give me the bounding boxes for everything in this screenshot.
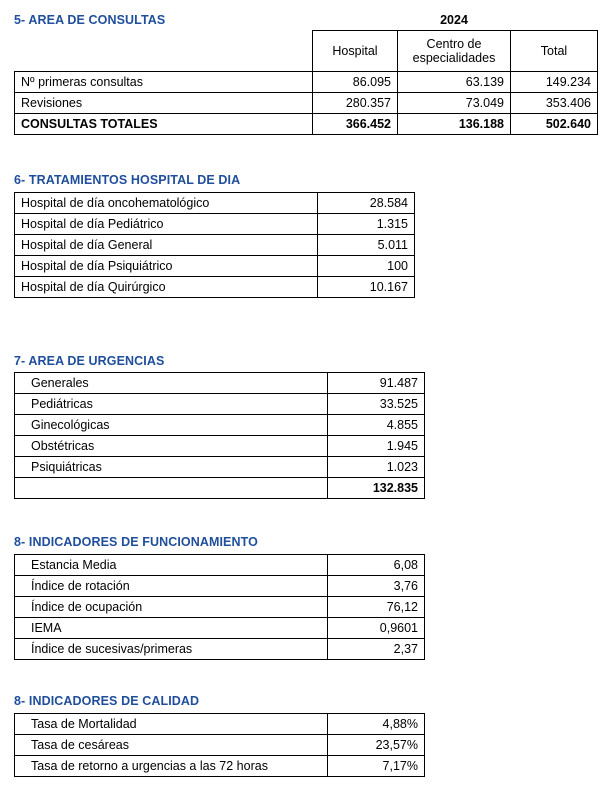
urgencias-label: Psiquiátricas: [15, 457, 328, 478]
consultas-col-hospital: Hospital: [313, 31, 398, 72]
urgencias-total-row: [15, 478, 425, 499]
table-row: [15, 277, 415, 298]
table-row: [15, 256, 415, 277]
funcionamiento-value: 6,08: [328, 555, 425, 576]
table-row: [15, 618, 425, 639]
funcionamiento-value: 3,76: [328, 576, 425, 597]
table-row: [15, 735, 425, 756]
hospital-dia-value: 100: [318, 256, 415, 277]
funcionamiento-value: 0,9601: [328, 618, 425, 639]
table-row: [15, 639, 425, 660]
table-row: [15, 72, 598, 93]
consultas-year-spacer: [313, 10, 398, 31]
section-hospital-dia-title: 6- TRATAMIENTOS HOSPITAL DE DIA: [14, 173, 241, 187]
funcionamiento-value: 76,12: [328, 597, 425, 618]
consultas-total-label: CONSULTAS TOTALES: [15, 114, 313, 135]
consultas-col-centro: Centro de especialidades: [398, 31, 511, 72]
table-row: [15, 555, 425, 576]
table-row: [15, 714, 425, 735]
consultas-header-row: [15, 31, 598, 72]
funcionamiento-label: IEMA: [15, 618, 328, 639]
funcionamiento-label: Índice de ocupación: [15, 597, 328, 618]
consultas-total-centro: 136.188: [398, 114, 511, 135]
table-row: [15, 457, 425, 478]
consultas-row-label: Revisiones: [15, 93, 313, 114]
funcionamiento-label: Índice de rotación: [15, 576, 328, 597]
table-row: [15, 756, 425, 777]
hospital-dia-value: 5.011: [318, 235, 415, 256]
calidad-value: 4,88%: [328, 714, 425, 735]
section-consultas: [14, 10, 597, 135]
urgencias-label: Generales: [15, 373, 328, 394]
consultas-row-hospital: 86.095: [313, 72, 398, 93]
urgencias-total-label: [15, 478, 328, 499]
table-row: [15, 373, 425, 394]
consultas-total-hospital: 366.452: [313, 114, 398, 135]
consultas-year-spacer-2: [511, 10, 598, 31]
table-row: [15, 235, 415, 256]
table-row: [15, 114, 598, 135]
urgencias-value: 91.487: [328, 373, 425, 394]
consultas-table: [14, 10, 598, 135]
consultas-row-total: 149.234: [511, 72, 598, 93]
urgencias-value: 33.525: [328, 394, 425, 415]
hospital-dia-table: [14, 192, 415, 298]
hospital-dia-value: 1.315: [318, 214, 415, 235]
table-row: [15, 576, 425, 597]
consultas-header-corner: [15, 31, 313, 72]
urgencias-label: Ginecológicas: [15, 415, 328, 436]
consultas-row-centro: 63.139: [398, 72, 511, 93]
table-row: [15, 415, 425, 436]
urgencias-table: [14, 372, 425, 499]
consultas-row-hospital: 280.357: [313, 93, 398, 114]
calidad-label: Tasa de cesáreas: [15, 735, 328, 756]
table-row: [15, 93, 598, 114]
consultas-row-centro: 73.049: [398, 93, 511, 114]
calidad-value: 7,17%: [328, 756, 425, 777]
table-row: [15, 597, 425, 618]
hospital-dia-label: Hospital de día Psiquiátrico: [15, 256, 318, 277]
section-urgencias-title: 7- AREA DE URGENCIAS: [14, 354, 165, 368]
hospital-dia-label: Hospital de día oncohematológico: [15, 193, 318, 214]
hospital-dia-value: 28.584: [318, 193, 415, 214]
urgencias-label: Pediátricas: [15, 394, 328, 415]
funcionamiento-value: 2,37: [328, 639, 425, 660]
urgencias-value: 1.023: [328, 457, 425, 478]
table-row: [15, 214, 415, 235]
consultas-col-total: Total: [511, 31, 598, 72]
calidad-label: Tasa de retorno a urgencias a las 72 horas: [15, 756, 328, 777]
consultas-row-total: 353.406: [511, 93, 598, 114]
hospital-dia-label: Hospital de día Pediátrico: [15, 214, 318, 235]
calidad-label: Tasa de Mortalidad: [15, 714, 328, 735]
hospital-dia-label: Hospital de día General: [15, 235, 318, 256]
urgencias-value: 4.855: [328, 415, 425, 436]
funcionamiento-label: Estancia Media: [15, 555, 328, 576]
calidad-table: [14, 713, 425, 777]
funcionamiento-table: [14, 554, 425, 660]
urgencias-value: 1.945: [328, 436, 425, 457]
funcionamiento-label: Índice de sucesivas/primeras: [15, 639, 328, 660]
calidad-value: 23,57%: [328, 735, 425, 756]
table-row: [15, 394, 425, 415]
table-row: [15, 436, 425, 457]
hospital-dia-value: 10.167: [318, 277, 415, 298]
section-funcionamiento-title: 8- INDICADORES DE FUNCIONAMIENTO: [14, 535, 258, 549]
section-consultas-title: 5- AREA DE CONSULTAS: [14, 13, 166, 27]
table-row: [15, 193, 415, 214]
urgencias-total-value: 132.835: [328, 478, 425, 499]
urgencias-label: Obstétricas: [15, 436, 328, 457]
section-calidad-title: 8- INDICADORES DE CALIDAD: [14, 694, 200, 708]
consultas-year: 2024: [398, 10, 511, 31]
consultas-row-label: Nº primeras consultas: [15, 72, 313, 93]
consultas-total-total: 502.640: [511, 114, 598, 135]
hospital-dia-label: Hospital de día Quirúrgico: [15, 277, 318, 298]
